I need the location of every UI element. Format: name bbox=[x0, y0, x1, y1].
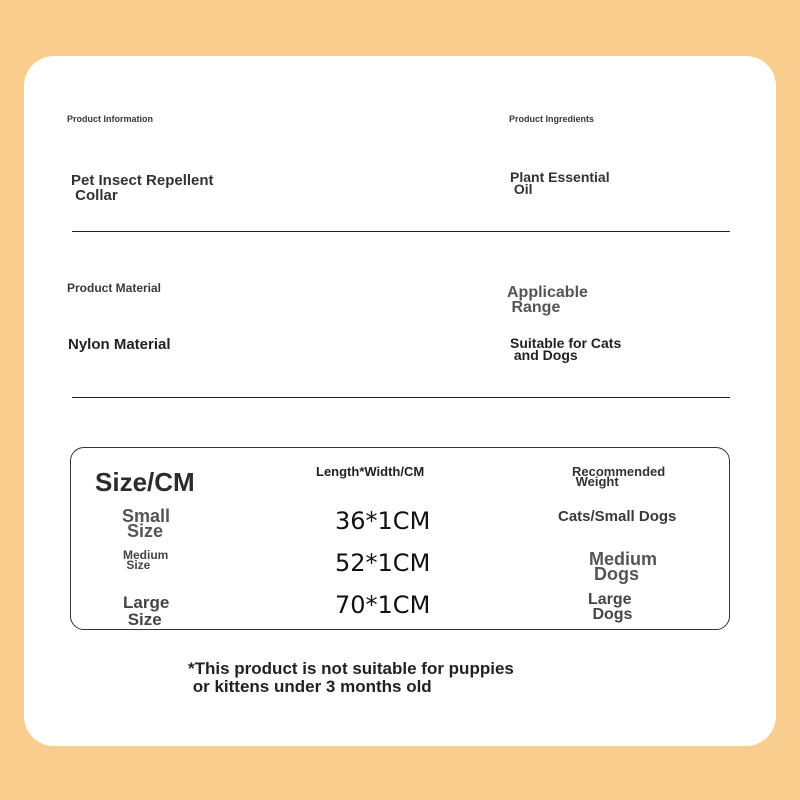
product-information-value: Pet Insect Repellent Collar bbox=[71, 172, 214, 204]
info-card bbox=[24, 56, 776, 746]
weight-column-header: Recommended Weight bbox=[572, 464, 666, 489]
applicable-range-value: Suitable for Cats and Dogs bbox=[510, 335, 622, 363]
product-material-label: Product Material bbox=[67, 281, 162, 295]
weight-large: Large Dogs bbox=[588, 591, 633, 623]
product-information-label: Product Information bbox=[67, 114, 153, 124]
weight-medium: Medium Dogs bbox=[589, 549, 658, 584]
divider-top bbox=[72, 231, 730, 232]
product-material-value: Nylon Material bbox=[68, 336, 171, 353]
product-ingredients-label: Product Ingredients bbox=[509, 114, 595, 124]
divider-bottom bbox=[72, 397, 730, 398]
product-ingredients-value: Plant Essential Oil bbox=[510, 169, 610, 197]
size-column-header: Size/CM bbox=[95, 467, 195, 497]
dimensions-medium: 52*1CM bbox=[335, 549, 431, 577]
dimensions-large: 70*1CM bbox=[335, 591, 431, 619]
applicable-range-label: Applicable Range bbox=[507, 284, 588, 316]
age-warning-note: *This product is not suitable for puppies or kittens under 3 months old bbox=[188, 659, 514, 696]
size-label-small: Small Size bbox=[122, 506, 171, 541]
size-label-medium: Medium Size bbox=[123, 548, 169, 572]
dimensions-small: 36*1CM bbox=[335, 507, 431, 535]
size-label-large: Large Size bbox=[123, 593, 170, 629]
dimensions-column-header: Length*Width/CM bbox=[316, 464, 425, 479]
weight-small: Cats/Small Dogs bbox=[558, 508, 677, 525]
